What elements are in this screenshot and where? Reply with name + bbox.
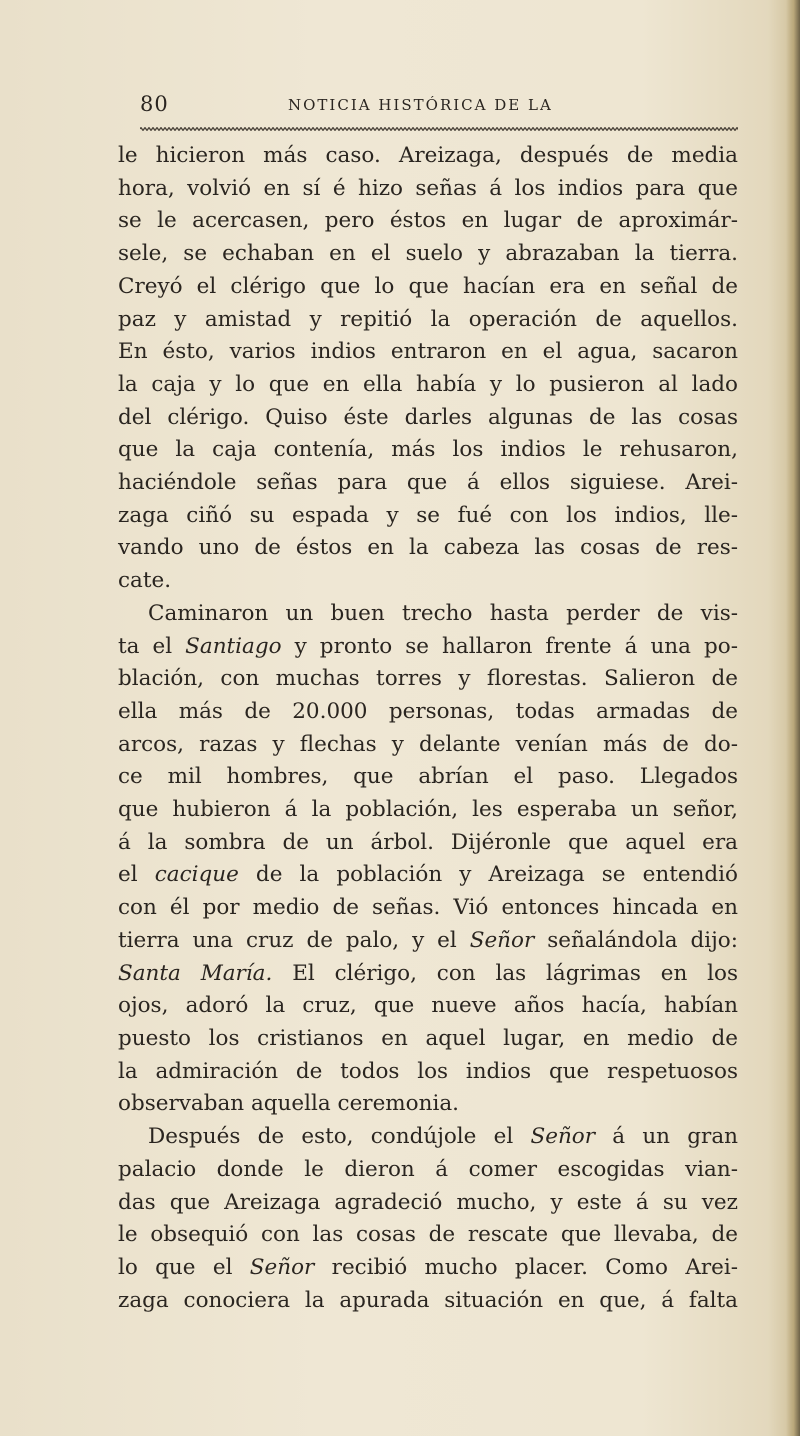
text-segment: cate. bbox=[118, 568, 172, 594]
text-segment: se le acercasen, pero éstos en lugar de aproximár- bbox=[118, 208, 738, 234]
text-line bbox=[118, 827, 738, 860]
text-segment: ojos, adoró la cruz, que nueve años hacía, habían bbox=[118, 993, 738, 1019]
text-segment: das que Areizaga agradeció mucho, y este á su vez bbox=[118, 1189, 738, 1215]
text-line bbox=[118, 238, 738, 271]
text-segment: ella más de 20.000 personas, todas armadas de bbox=[118, 698, 738, 724]
text-line bbox=[118, 402, 738, 435]
text-line bbox=[118, 1023, 738, 1056]
text-line bbox=[118, 990, 738, 1023]
italic-text: Señor bbox=[469, 927, 535, 953]
text-segment: blación, con muchas torres y florestas. Salieron de bbox=[118, 666, 738, 692]
text-segment: que la caja contenía, más los indios le rehusaron, bbox=[118, 437, 738, 463]
italic-text: cacique bbox=[154, 862, 239, 888]
text-line bbox=[118, 336, 738, 369]
text-segment: le obsequió con las cosas de rescate que llevaba, de bbox=[118, 1222, 738, 1248]
text-line bbox=[118, 532, 738, 565]
text-line bbox=[118, 304, 738, 337]
text-segment: hora, volvió en sí é hizo señas á los indios para que bbox=[118, 175, 738, 201]
text-line bbox=[118, 1121, 738, 1154]
italic-text: Santiago bbox=[185, 633, 282, 659]
text-segment: En ésto, varios indios entraron en el agua, sacaron bbox=[118, 339, 738, 365]
text-line bbox=[118, 1285, 738, 1318]
text-segment: paz y amistad y repitió la operación de aquellos. bbox=[118, 306, 738, 332]
text-line bbox=[118, 500, 738, 533]
text-segment: haciéndole señas para que á ellos siguiese. Arei- bbox=[118, 470, 738, 496]
text-line bbox=[118, 729, 738, 762]
page-edge-shadow bbox=[786, 0, 800, 1436]
text-segment: á un gran bbox=[595, 1124, 738, 1150]
text-line bbox=[118, 958, 738, 991]
text-line bbox=[118, 1219, 738, 1252]
page-header bbox=[140, 92, 738, 122]
header-wavy-rule bbox=[140, 126, 738, 132]
text-segment: sele, se echaban en el suelo y abrazaban la tierra. bbox=[118, 241, 738, 267]
text-line bbox=[118, 859, 738, 892]
italic-text: Señor bbox=[530, 1124, 596, 1150]
text-line bbox=[118, 892, 738, 925]
text-segment: del clérigo. Quiso éste darles algunas de las cosas bbox=[118, 404, 738, 430]
text-segment: la caja y lo que en ella había y lo pusieron al lado bbox=[118, 371, 738, 397]
italic-text: Señor bbox=[249, 1254, 315, 1280]
text-segment: señalándola dijo: bbox=[534, 927, 738, 953]
text-line bbox=[118, 467, 738, 500]
text-line bbox=[118, 794, 738, 827]
text-segment: la admiración de todos los indios que respetuosos bbox=[118, 1058, 738, 1084]
text-segment: arcos, razas y flechas y delante venían más de do- bbox=[118, 731, 738, 757]
text-segment: zaga ciñó su espada y se fué con los indios, lle- bbox=[118, 502, 738, 528]
text-segment: que hubieron á la población, les esperaba un señor, bbox=[118, 797, 738, 823]
text-segment: vando uno de éstos en la cabeza las cosas de res- bbox=[118, 535, 738, 561]
text-line bbox=[118, 369, 738, 402]
text-segment: ce mil hombres, que abrían el paso. Llegados bbox=[118, 764, 738, 790]
text-segment: palacio donde le dieron á comer escogidas vian- bbox=[118, 1156, 738, 1182]
text-line bbox=[118, 271, 738, 304]
text-line bbox=[118, 434, 738, 467]
text-segment: ta el bbox=[118, 633, 186, 659]
text-line bbox=[118, 663, 738, 696]
text-line bbox=[118, 925, 738, 958]
text-line bbox=[118, 1252, 738, 1285]
text-segment: zaga conociera la apurada situación en que, á falta bbox=[118, 1287, 738, 1313]
text-segment: puesto los cristianos en aquel lugar, en medio de bbox=[118, 1025, 738, 1051]
text-line bbox=[118, 1056, 738, 1089]
italic-text: Santa María. bbox=[118, 960, 273, 986]
page-number: 80 bbox=[140, 92, 169, 116]
text-segment: á la sombra de un árbol. Dijéronle que aquel era bbox=[118, 829, 738, 855]
text-segment: y pronto se hallaron frente á una po- bbox=[281, 633, 738, 659]
text-line bbox=[118, 598, 738, 631]
text-line bbox=[118, 205, 738, 238]
text-segment: observaban aquella ceremonia. bbox=[118, 1091, 459, 1117]
text-segment: recibió mucho placer. Como Arei- bbox=[314, 1254, 738, 1280]
text-line bbox=[118, 1154, 738, 1187]
text-line bbox=[118, 140, 738, 173]
text-segment: lo que el bbox=[118, 1254, 250, 1280]
text-line bbox=[118, 631, 738, 664]
text-segment: con él por medio de señas. Vió entonces hincada en bbox=[118, 895, 738, 921]
text-line bbox=[118, 1088, 738, 1121]
text-line bbox=[118, 761, 738, 794]
text-segment: El clérigo, con las lágrimas en los bbox=[272, 960, 738, 986]
text-segment: Creyó el clérigo que lo que hacían era en señal de bbox=[118, 273, 738, 299]
text-line bbox=[118, 1187, 738, 1220]
text-segment: de la población y Areizaga se entendió bbox=[238, 862, 738, 888]
text-segment: Caminaron un buen trecho hasta perder de vis- bbox=[148, 600, 738, 626]
text-line bbox=[118, 173, 738, 206]
text-line bbox=[118, 696, 738, 729]
body-text bbox=[118, 140, 738, 1317]
text-segment: el bbox=[118, 862, 155, 888]
text-segment: le hicieron más caso. Areizaga, después de media bbox=[118, 143, 738, 168]
text-line bbox=[118, 565, 738, 598]
text-segment: Después de esto, condújole el bbox=[148, 1124, 531, 1150]
running-head: NOTICIA HISTÓRICA DE LA bbox=[288, 96, 553, 114]
text-segment: tierra una cruz de palo, y el bbox=[118, 927, 470, 953]
